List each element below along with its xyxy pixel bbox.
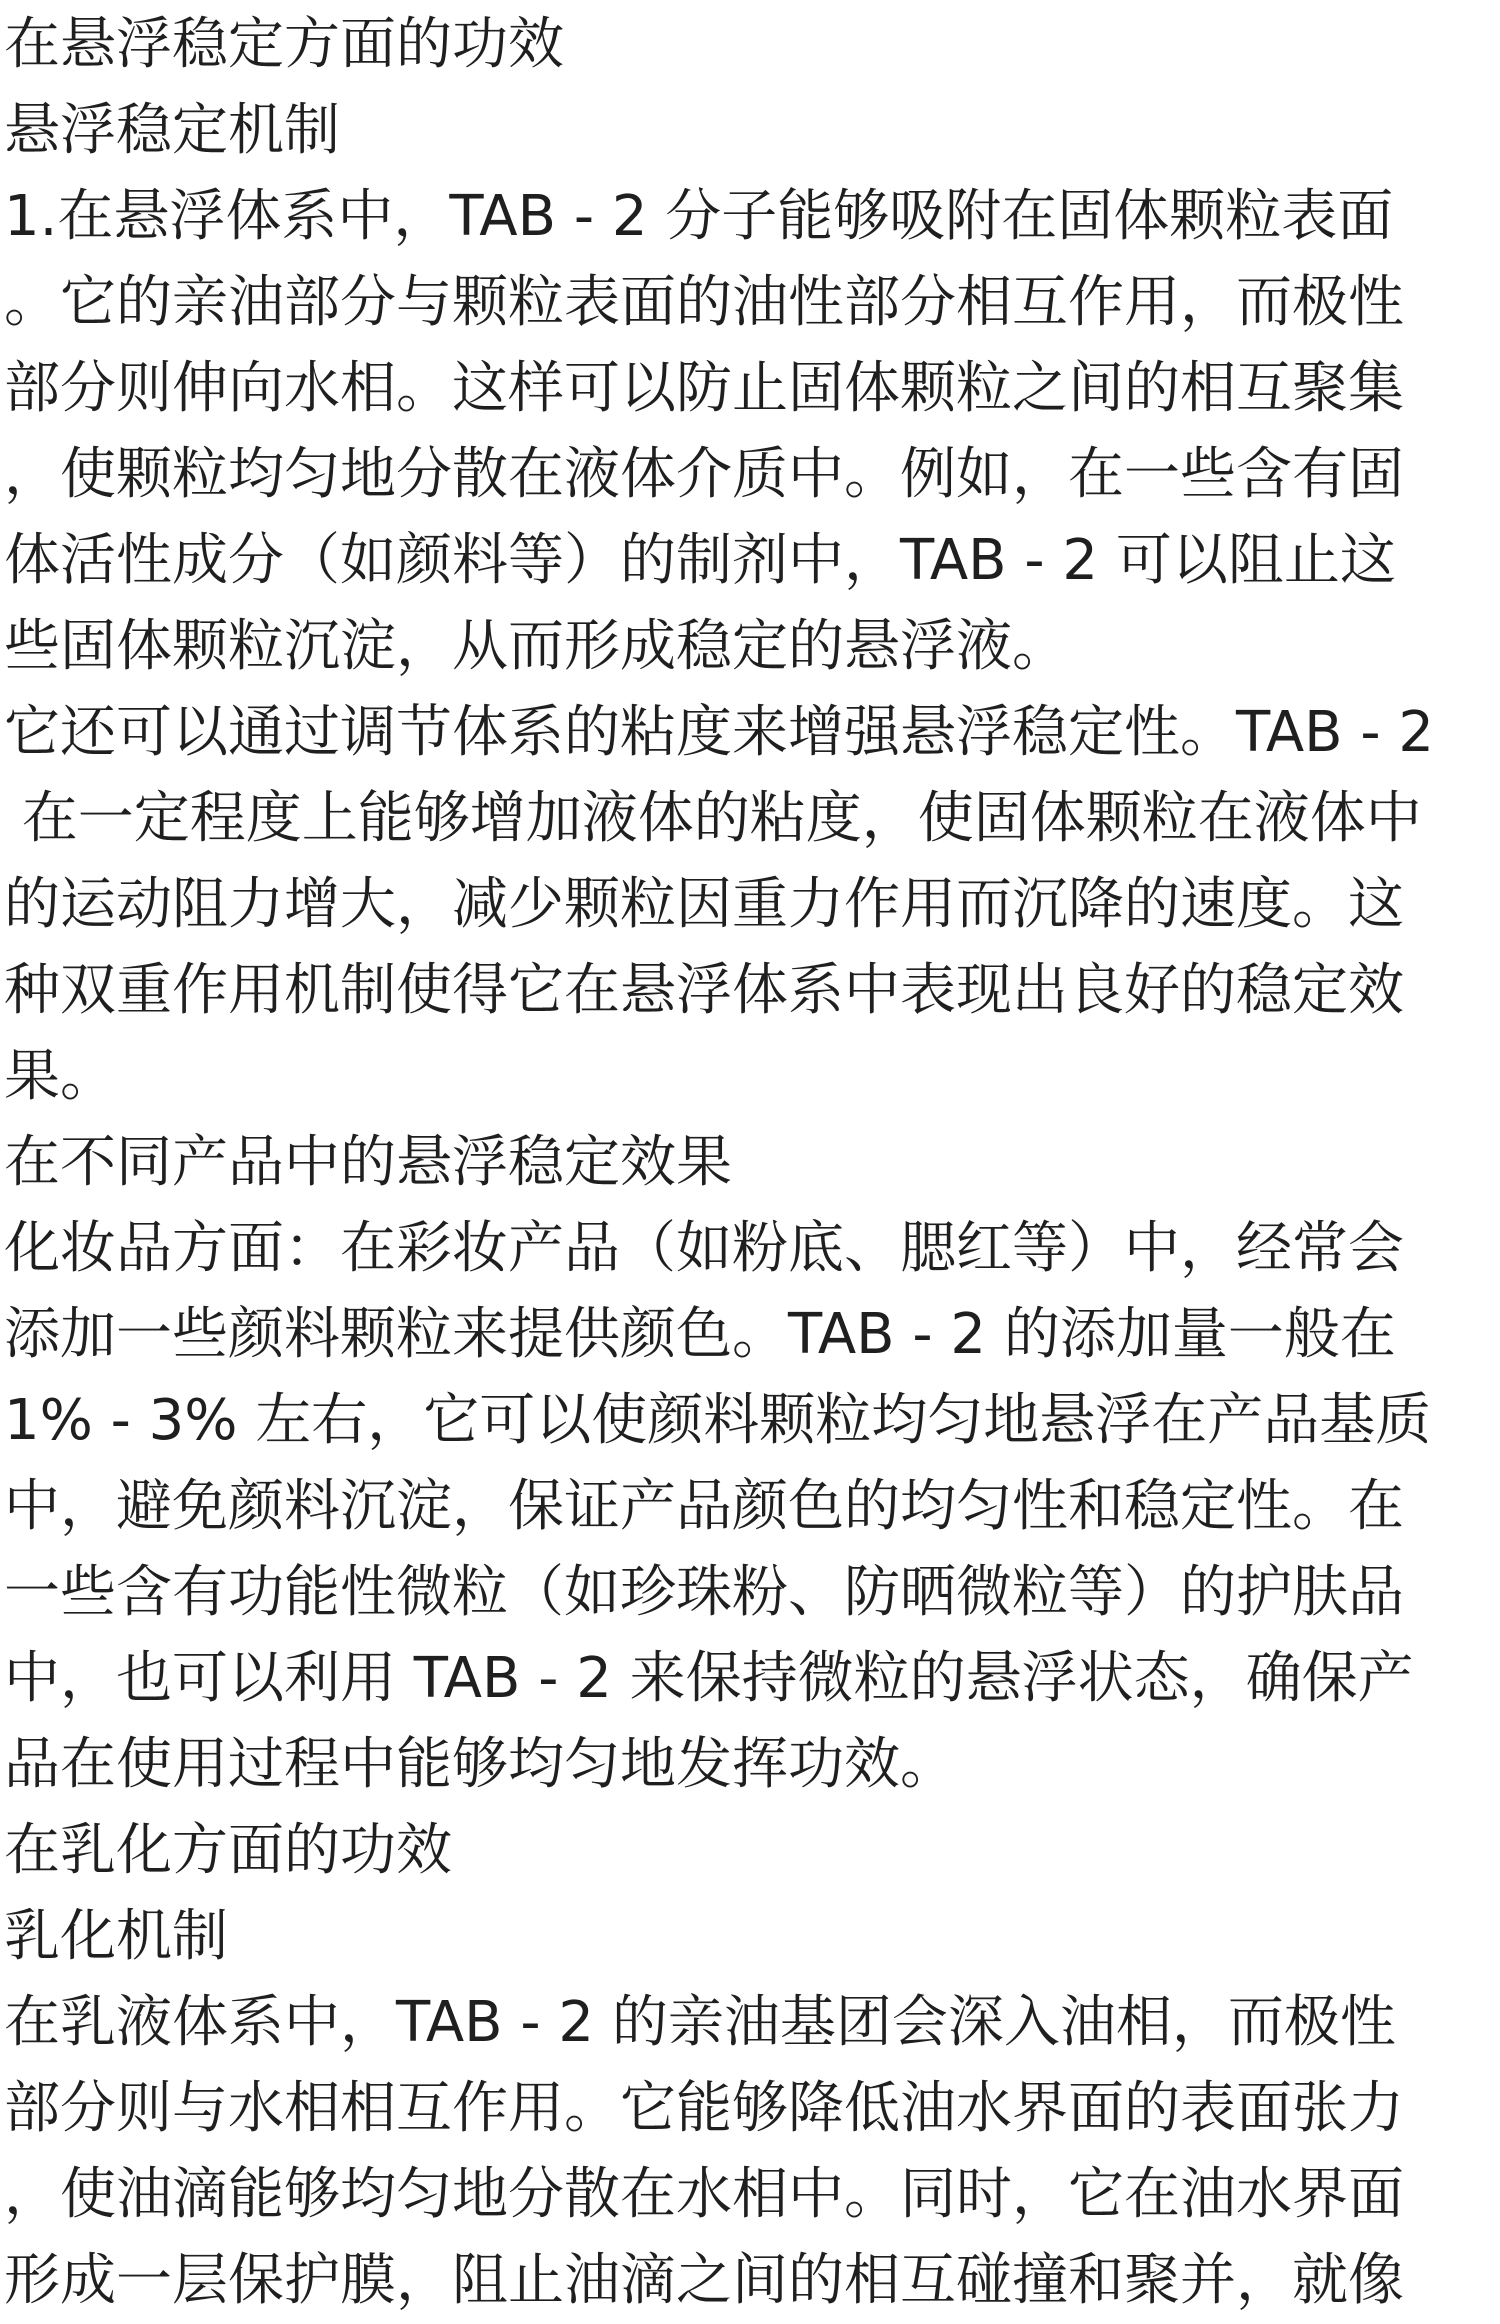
subheading-suspension-mechanism: 悬浮稳定机制 — [4, 98, 340, 163]
paragraph-line: 种双重作用机制使得它在悬浮体系中表现出良好的稳定效 — [4, 958, 1404, 1023]
paragraph-line: 1% - 3% 左右，它可以使颜料颗粒均匀地悬浮在产品基质 — [4, 1388, 1432, 1453]
paragraph-line: 些固体颗粒沉淀，从而形成稳定的悬浮液。 — [4, 614, 1068, 679]
paragraph-line: 中，也可以利用 TAB - 2 来保持微粒的悬浮状态，确保产 — [4, 1646, 1414, 1711]
paragraph-line: 添加一些颜料颗粒来提供颜色。TAB - 2 的添加量一般在 — [4, 1302, 1396, 1367]
paragraph-line: 在一定程度上能够增加液体的粘度，使固体颗粒在液体中 — [4, 786, 1422, 851]
paragraph-line: 化妆品方面：在彩妆产品（如粉底、腮红等）中，经常会 — [4, 1216, 1404, 1281]
paragraph-line: 中，避免颜料沉淀，保证产品颜色的均匀性和稳定性。在 — [4, 1474, 1404, 1539]
paragraph-line: 体活性成分（如颜料等）的制剂中，TAB - 2 可以阻止这 — [4, 528, 1396, 593]
section-heading-suspension: 在悬浮稳定方面的功效 — [4, 12, 564, 77]
paragraph-line: 部分则伸向水相。这样可以防止固体颗粒之间的相互聚集 — [4, 356, 1404, 421]
paragraph-line: 一些含有功能性微粒（如珍珠粉、防晒微粒等）的护肤品 — [4, 1560, 1404, 1625]
paragraph-line: 它还可以通过调节体系的粘度来增强悬浮稳定性。TAB - 2 — [4, 700, 1435, 765]
paragraph-line: ，使油滴能够均匀地分散在水相中。同时，它在油水界面 — [4, 2162, 1404, 2227]
paragraph-line: ，使颗粒均匀地分散在液体介质中。例如，在一些含有固 — [4, 442, 1404, 507]
paragraph-line: 在乳液体系中，TAB - 2 的亲油基团会深入油相，而极性 — [4, 1990, 1396, 2055]
subheading-product-effects: 在不同产品中的悬浮稳定效果 — [4, 1130, 732, 1195]
section-heading-emulsification: 在乳化方面的功效 — [4, 1818, 452, 1883]
paragraph-line: 部分则与水相相互作用。它能够降低油水界面的表面张力 — [4, 2076, 1404, 2141]
paragraph-line: 品在使用过程中能够均匀地发挥功效。 — [4, 1732, 956, 1797]
paragraph-line: 1.在悬浮体系中，TAB - 2 分子能够吸附在固体颗粒表面 — [4, 184, 1394, 249]
paragraph-line-cut-off: 形成一层保护膜，阻止油滴之间的相互碰撞和聚并，就像 — [4, 2248, 1404, 2313]
paragraph-line: 果。 — [4, 1044, 116, 1109]
paragraph-line: 的运动阻力增大，减少颗粒因重力作用而沉降的速度。这 — [4, 872, 1404, 937]
subheading-emulsification-mechanism: 乳化机制 — [4, 1904, 228, 1969]
paragraph-line: 。它的亲油部分与颗粒表面的油性部分相互作用，而极性 — [4, 270, 1404, 335]
